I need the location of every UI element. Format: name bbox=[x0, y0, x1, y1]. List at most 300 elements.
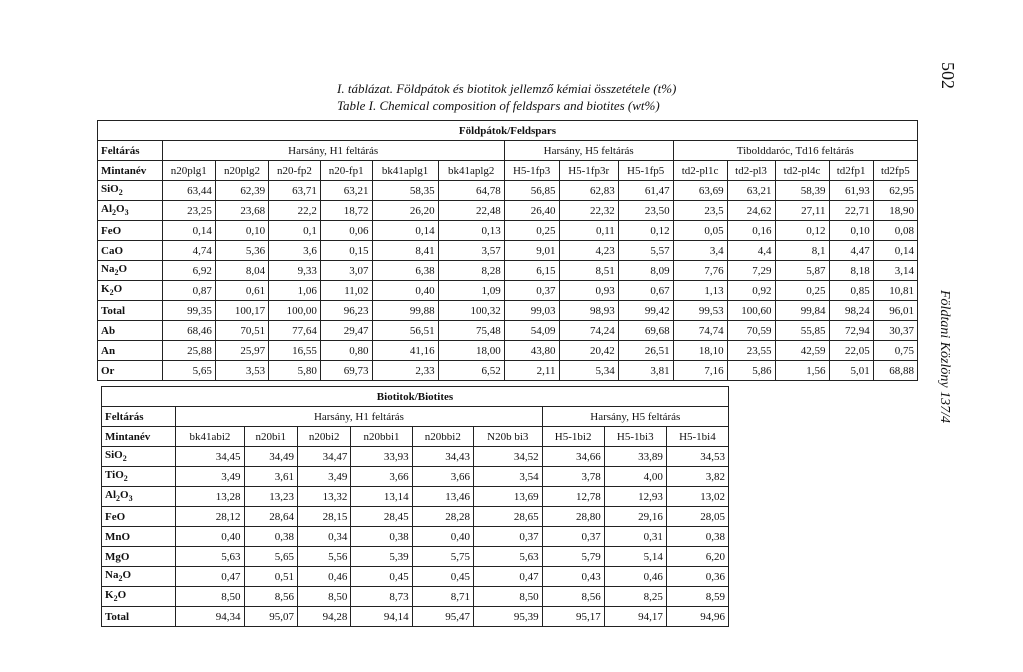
oxide-label: Total bbox=[98, 301, 163, 321]
value-cell: 68,88 bbox=[873, 361, 917, 381]
value-cell: 62,95 bbox=[873, 181, 917, 201]
value-cell: 22,2 bbox=[269, 201, 321, 221]
oxide-label: TiO$_2$ bbox=[102, 467, 176, 487]
value-cell: 8,59 bbox=[666, 587, 728, 607]
value-cell: 94,28 bbox=[297, 607, 350, 627]
value-cell: 0,93 bbox=[559, 281, 618, 301]
value-cell: 22,05 bbox=[829, 341, 873, 361]
feltaras-label: Feltárás bbox=[98, 141, 163, 161]
oxide-label: $K_2O$ bbox=[98, 281, 163, 301]
value-cell: 0,10 bbox=[215, 221, 268, 241]
value-cell: 3,07 bbox=[320, 261, 372, 281]
value-cell: 54,09 bbox=[504, 321, 559, 341]
value-cell: 0,05 bbox=[673, 221, 727, 241]
value-cell: 77,64 bbox=[269, 321, 321, 341]
value-cell: 72,94 bbox=[829, 321, 873, 341]
value-cell: 0,06 bbox=[320, 221, 372, 241]
value-cell: 0,13 bbox=[438, 221, 504, 241]
table-row bbox=[98, 301, 918, 321]
value-cell: 0,38 bbox=[666, 527, 728, 547]
value-cell: 0,37 bbox=[542, 527, 604, 547]
value-cell: 99,88 bbox=[372, 301, 438, 321]
value-cell: 63,44 bbox=[162, 181, 215, 201]
value-cell: 26,40 bbox=[504, 201, 559, 221]
value-cell: 23,5 bbox=[673, 201, 727, 221]
value-cell: 13,28 bbox=[176, 487, 244, 507]
value-cell: 18,90 bbox=[873, 201, 917, 221]
table-row bbox=[98, 341, 918, 361]
value-cell: 61,47 bbox=[618, 181, 673, 201]
oxide-label: FeO bbox=[98, 221, 163, 241]
value-cell: 5,36 bbox=[215, 241, 268, 261]
value-cell: 95,07 bbox=[244, 607, 297, 627]
table-row bbox=[102, 567, 729, 587]
value-cell: 0,46 bbox=[604, 567, 666, 587]
mintanev-label: Mintanév bbox=[102, 427, 176, 447]
value-cell: 58,35 bbox=[372, 181, 438, 201]
group-header: Harsány, H1 feltárás bbox=[176, 407, 542, 427]
sample-row bbox=[98, 161, 918, 181]
value-cell: 8,56 bbox=[244, 587, 297, 607]
table-row bbox=[102, 607, 729, 627]
value-cell: 3,66 bbox=[351, 467, 412, 487]
value-cell: 5,63 bbox=[176, 547, 244, 567]
value-cell: 95,39 bbox=[473, 607, 542, 627]
value-cell: 26,51 bbox=[618, 341, 673, 361]
value-cell: 0,1 bbox=[269, 221, 321, 241]
value-cell: 95,47 bbox=[412, 607, 473, 627]
value-cell: 9,33 bbox=[269, 261, 321, 281]
value-cell: 8,50 bbox=[297, 587, 350, 607]
value-cell: 3,49 bbox=[297, 467, 350, 487]
value-cell: 4,00 bbox=[604, 467, 666, 487]
table-row bbox=[98, 201, 918, 221]
value-cell: 96,23 bbox=[320, 301, 372, 321]
sample-name: n20-fp1 bbox=[320, 161, 372, 181]
value-cell: 2,33 bbox=[372, 361, 438, 381]
sample-name: H5-1bi2 bbox=[542, 427, 604, 447]
value-cell: 96,01 bbox=[873, 301, 917, 321]
value-cell: 8,04 bbox=[215, 261, 268, 281]
table-row bbox=[98, 221, 918, 241]
table-row bbox=[102, 507, 729, 527]
value-cell: 0,37 bbox=[473, 527, 542, 547]
value-cell: 4,23 bbox=[559, 241, 618, 261]
value-cell: 34,52 bbox=[473, 447, 542, 467]
value-cell: 69,73 bbox=[320, 361, 372, 381]
value-cell: 62,83 bbox=[559, 181, 618, 201]
oxide-label: FeO bbox=[102, 507, 176, 527]
value-cell: 0,80 bbox=[320, 341, 372, 361]
value-cell: 94,14 bbox=[351, 607, 412, 627]
oxide-label: MgO bbox=[102, 547, 176, 567]
sample-name: td2fp1 bbox=[829, 161, 873, 181]
value-cell: 13,32 bbox=[297, 487, 350, 507]
value-cell: 0,14 bbox=[873, 241, 917, 261]
value-cell: 25,88 bbox=[162, 341, 215, 361]
value-cell: 8,73 bbox=[351, 587, 412, 607]
table-row bbox=[102, 527, 729, 547]
value-cell: 5,01 bbox=[829, 361, 873, 381]
value-cell: 0,51 bbox=[244, 567, 297, 587]
value-cell: 1,09 bbox=[438, 281, 504, 301]
oxide-label: SiO$_2$ bbox=[98, 181, 163, 201]
value-cell: 43,80 bbox=[504, 341, 559, 361]
value-cell: 5,79 bbox=[542, 547, 604, 567]
oxide-label: MnO bbox=[102, 527, 176, 547]
value-cell: 94,17 bbox=[604, 607, 666, 627]
value-cell: 0,31 bbox=[604, 527, 666, 547]
value-cell: 28,80 bbox=[542, 507, 604, 527]
biotite-table bbox=[101, 386, 729, 627]
table-row bbox=[98, 321, 918, 341]
value-cell: 33,93 bbox=[351, 447, 412, 467]
sample-name: td2-pl3 bbox=[727, 161, 775, 181]
value-cell: 26,20 bbox=[372, 201, 438, 221]
value-cell: 18,72 bbox=[320, 201, 372, 221]
value-cell: 0,47 bbox=[473, 567, 542, 587]
value-cell: 94,96 bbox=[666, 607, 728, 627]
sample-name: n20bbi1 bbox=[351, 427, 412, 447]
value-cell: 20,42 bbox=[559, 341, 618, 361]
value-cell: 6,92 bbox=[162, 261, 215, 281]
value-cell: 8,50 bbox=[473, 587, 542, 607]
value-cell: 6,38 bbox=[372, 261, 438, 281]
value-cell: 1,56 bbox=[775, 361, 829, 381]
value-cell: 62,39 bbox=[215, 181, 268, 201]
feltaras-label: Feltárás bbox=[102, 407, 176, 427]
oxide-label: $Na_2O$ bbox=[98, 261, 163, 281]
value-cell: 18,00 bbox=[438, 341, 504, 361]
oxide-label: An bbox=[98, 341, 163, 361]
sample-name: td2-pl4c bbox=[775, 161, 829, 181]
value-cell: 0,85 bbox=[829, 281, 873, 301]
value-cell: 68,46 bbox=[162, 321, 215, 341]
value-cell: 7,16 bbox=[673, 361, 727, 381]
value-cell: 8,09 bbox=[618, 261, 673, 281]
value-cell: 41,16 bbox=[372, 341, 438, 361]
value-cell: 56,85 bbox=[504, 181, 559, 201]
value-cell: 4,74 bbox=[162, 241, 215, 261]
value-cell: 3,53 bbox=[215, 361, 268, 381]
value-cell: 29,47 bbox=[320, 321, 372, 341]
value-cell: 5,39 bbox=[351, 547, 412, 567]
value-cell: 99,53 bbox=[673, 301, 727, 321]
value-cell: 0,92 bbox=[727, 281, 775, 301]
value-cell: 0,87 bbox=[162, 281, 215, 301]
value-cell: 5,63 bbox=[473, 547, 542, 567]
value-cell: 63,21 bbox=[727, 181, 775, 201]
value-cell: 34,49 bbox=[244, 447, 297, 467]
value-cell: 56,51 bbox=[372, 321, 438, 341]
value-cell: 25,97 bbox=[215, 341, 268, 361]
value-cell: 7,29 bbox=[727, 261, 775, 281]
value-cell: 100,60 bbox=[727, 301, 775, 321]
value-cell: 0,36 bbox=[666, 567, 728, 587]
caption-hungarian: I. táblázat. Földpátok és biotitok jellemző kémiai összetétele (t%) bbox=[337, 81, 677, 96]
value-cell: 10,81 bbox=[873, 281, 917, 301]
value-cell: 0,14 bbox=[372, 221, 438, 241]
value-cell: 33,89 bbox=[604, 447, 666, 467]
value-cell: 3,54 bbox=[473, 467, 542, 487]
table-row bbox=[102, 487, 729, 507]
value-cell: 3,49 bbox=[176, 467, 244, 487]
value-cell: 8,1 bbox=[775, 241, 829, 261]
sample-name: n20bi2 bbox=[297, 427, 350, 447]
value-cell: 23,68 bbox=[215, 201, 268, 221]
value-cell: 98,24 bbox=[829, 301, 873, 321]
sample-name: bk41aplg1 bbox=[372, 161, 438, 181]
value-cell: 0,45 bbox=[351, 567, 412, 587]
value-cell: 74,74 bbox=[673, 321, 727, 341]
value-cell: 8,71 bbox=[412, 587, 473, 607]
value-cell: 99,35 bbox=[162, 301, 215, 321]
group-row bbox=[98, 141, 918, 161]
value-cell: 12,78 bbox=[542, 487, 604, 507]
table-title: Földpátok/Feldspars bbox=[98, 121, 918, 141]
table-title: Biotitok/Biotites bbox=[102, 387, 729, 407]
value-cell: 24,62 bbox=[727, 201, 775, 221]
value-cell: 3,6 bbox=[269, 241, 321, 261]
group-header: Harsány, H1 feltárás bbox=[162, 141, 504, 161]
sample-row bbox=[102, 427, 729, 447]
value-cell: 100,00 bbox=[269, 301, 321, 321]
value-cell: 0,40 bbox=[412, 527, 473, 547]
value-cell: 23,50 bbox=[618, 201, 673, 221]
value-cell: 28,12 bbox=[176, 507, 244, 527]
sample-name: n20plg2 bbox=[215, 161, 268, 181]
value-cell: 6,52 bbox=[438, 361, 504, 381]
sample-name: n20bbi2 bbox=[412, 427, 473, 447]
value-cell: 0,45 bbox=[412, 567, 473, 587]
value-cell: 16,55 bbox=[269, 341, 321, 361]
sample-name: H5-1fp5 bbox=[618, 161, 673, 181]
value-cell: 12,93 bbox=[604, 487, 666, 507]
value-cell: 34,47 bbox=[297, 447, 350, 467]
sample-name: H5-1bi3 bbox=[604, 427, 666, 447]
caption-english: Table I. Chemical composition of feldspars and biotites (wt%) bbox=[337, 98, 660, 113]
value-cell: 69,68 bbox=[618, 321, 673, 341]
table-row bbox=[102, 467, 729, 487]
group-header: Tibolddaróc, Td16 feltárás bbox=[673, 141, 917, 161]
oxide-label: Ab bbox=[98, 321, 163, 341]
sample-name: H5-1bi4 bbox=[666, 427, 728, 447]
sample-name: bk41abi2 bbox=[176, 427, 244, 447]
value-cell: 0,08 bbox=[873, 221, 917, 241]
value-cell: 34,45 bbox=[176, 447, 244, 467]
value-cell: 28,28 bbox=[412, 507, 473, 527]
value-cell: 98,93 bbox=[559, 301, 618, 321]
value-cell: 42,59 bbox=[775, 341, 829, 361]
value-cell: 30,37 bbox=[873, 321, 917, 341]
value-cell: 0,37 bbox=[504, 281, 559, 301]
sample-name: n20bi1 bbox=[244, 427, 297, 447]
value-cell: 5,14 bbox=[604, 547, 666, 567]
value-cell: 55,85 bbox=[775, 321, 829, 341]
value-cell: 27,11 bbox=[775, 201, 829, 221]
value-cell: 13,02 bbox=[666, 487, 728, 507]
value-cell: 0,38 bbox=[244, 527, 297, 547]
value-cell: 8,28 bbox=[438, 261, 504, 281]
oxide-label: CaO bbox=[98, 241, 163, 261]
table-row bbox=[98, 261, 918, 281]
value-cell: 13,46 bbox=[412, 487, 473, 507]
value-cell: 8,56 bbox=[542, 587, 604, 607]
page-number: 502 bbox=[938, 62, 958, 89]
value-cell: 3,82 bbox=[666, 467, 728, 487]
value-cell: 28,65 bbox=[473, 507, 542, 527]
value-cell: 100,32 bbox=[438, 301, 504, 321]
sample-name: N20b bi3 bbox=[473, 427, 542, 447]
value-cell: 5,34 bbox=[559, 361, 618, 381]
value-cell: 28,45 bbox=[351, 507, 412, 527]
value-cell: 70,59 bbox=[727, 321, 775, 341]
value-cell: 0,61 bbox=[215, 281, 268, 301]
value-cell: 8,25 bbox=[604, 587, 666, 607]
value-cell: 5,57 bbox=[618, 241, 673, 261]
value-cell: 3,14 bbox=[873, 261, 917, 281]
value-cell: 95,17 bbox=[542, 607, 604, 627]
table-row bbox=[98, 181, 918, 201]
value-cell: 9,01 bbox=[504, 241, 559, 261]
value-cell: 0,67 bbox=[618, 281, 673, 301]
value-cell: 28,15 bbox=[297, 507, 350, 527]
value-cell: 0,75 bbox=[873, 341, 917, 361]
value-cell: 99,84 bbox=[775, 301, 829, 321]
value-cell: 94,34 bbox=[176, 607, 244, 627]
value-cell: 23,55 bbox=[727, 341, 775, 361]
value-cell: 8,50 bbox=[176, 587, 244, 607]
table-row bbox=[98, 361, 918, 381]
oxide-label: Or bbox=[98, 361, 163, 381]
feldspar-table bbox=[97, 120, 918, 381]
table-row bbox=[102, 547, 729, 567]
value-cell: 0,16 bbox=[727, 221, 775, 241]
value-cell: 3,4 bbox=[673, 241, 727, 261]
value-cell: 63,69 bbox=[673, 181, 727, 201]
journal-name: Földtani Közlöny 137/4 bbox=[937, 290, 952, 423]
value-cell: 13,23 bbox=[244, 487, 297, 507]
value-cell: 1,06 bbox=[269, 281, 321, 301]
mintanev-label: Mintanév bbox=[98, 161, 163, 181]
value-cell: 23,25 bbox=[162, 201, 215, 221]
value-cell: 22,48 bbox=[438, 201, 504, 221]
value-cell: 0,34 bbox=[297, 527, 350, 547]
sample-name: H5-1fp3 bbox=[504, 161, 559, 181]
value-cell: 63,71 bbox=[269, 181, 321, 201]
value-cell: 63,21 bbox=[320, 181, 372, 201]
value-cell: 5,86 bbox=[727, 361, 775, 381]
oxide-label: $Al_2O_3$ bbox=[98, 201, 163, 221]
value-cell: 0,43 bbox=[542, 567, 604, 587]
value-cell: 4,47 bbox=[829, 241, 873, 261]
title-row bbox=[102, 387, 729, 407]
value-cell: 22,32 bbox=[559, 201, 618, 221]
value-cell: 0,40 bbox=[176, 527, 244, 547]
group-header: Harsány, H5 feltárás bbox=[504, 141, 673, 161]
value-cell: 64,78 bbox=[438, 181, 504, 201]
group-header: Harsány, H5 feltárás bbox=[542, 407, 728, 427]
value-cell: 8,51 bbox=[559, 261, 618, 281]
value-cell: 22,71 bbox=[829, 201, 873, 221]
sample-name: H5-1fp3r bbox=[559, 161, 618, 181]
value-cell: 99,03 bbox=[504, 301, 559, 321]
value-cell: 6,20 bbox=[666, 547, 728, 567]
value-cell: 61,93 bbox=[829, 181, 873, 201]
value-cell: 0,38 bbox=[351, 527, 412, 547]
table-row bbox=[98, 241, 918, 261]
value-cell: 5,87 bbox=[775, 261, 829, 281]
sample-name: bk41aplg2 bbox=[438, 161, 504, 181]
sample-name: n20-fp2 bbox=[269, 161, 321, 181]
value-cell: 0,25 bbox=[504, 221, 559, 241]
value-cell: 0,10 bbox=[829, 221, 873, 241]
oxide-label: SiO$_2$ bbox=[102, 447, 176, 467]
value-cell: 1,13 bbox=[673, 281, 727, 301]
value-cell: 5,75 bbox=[412, 547, 473, 567]
table-row bbox=[98, 281, 918, 301]
value-cell: 0,12 bbox=[618, 221, 673, 241]
title-row bbox=[98, 121, 918, 141]
value-cell: 0,12 bbox=[775, 221, 829, 241]
value-cell: 75,48 bbox=[438, 321, 504, 341]
value-cell: 0,11 bbox=[559, 221, 618, 241]
value-cell: 5,80 bbox=[269, 361, 321, 381]
value-cell: 100,17 bbox=[215, 301, 268, 321]
value-cell: 0,47 bbox=[176, 567, 244, 587]
value-cell: 8,41 bbox=[372, 241, 438, 261]
value-cell: 8,18 bbox=[829, 261, 873, 281]
value-cell: 11,02 bbox=[320, 281, 372, 301]
value-cell: 58,39 bbox=[775, 181, 829, 201]
table-row bbox=[102, 447, 729, 467]
value-cell: 5,56 bbox=[297, 547, 350, 567]
value-cell: 0,25 bbox=[775, 281, 829, 301]
value-cell: 70,51 bbox=[215, 321, 268, 341]
value-cell: 13,69 bbox=[473, 487, 542, 507]
sample-name: td2fp5 bbox=[873, 161, 917, 181]
value-cell: 0,40 bbox=[372, 281, 438, 301]
value-cell: 18,10 bbox=[673, 341, 727, 361]
value-cell: 3,81 bbox=[618, 361, 673, 381]
value-cell: 34,66 bbox=[542, 447, 604, 467]
value-cell: 13,14 bbox=[351, 487, 412, 507]
value-cell: 74,24 bbox=[559, 321, 618, 341]
value-cell: 7,76 bbox=[673, 261, 727, 281]
value-cell: 4,4 bbox=[727, 241, 775, 261]
value-cell: 3,78 bbox=[542, 467, 604, 487]
sample-name: td2-pl1c bbox=[673, 161, 727, 181]
value-cell: 5,65 bbox=[244, 547, 297, 567]
value-cell: 3,66 bbox=[412, 467, 473, 487]
value-cell: 0,14 bbox=[162, 221, 215, 241]
value-cell: 3,57 bbox=[438, 241, 504, 261]
value-cell: 5,65 bbox=[162, 361, 215, 381]
value-cell: 34,53 bbox=[666, 447, 728, 467]
table-row bbox=[102, 587, 729, 607]
value-cell: 0,46 bbox=[297, 567, 350, 587]
value-cell: 28,64 bbox=[244, 507, 297, 527]
value-cell: 28,05 bbox=[666, 507, 728, 527]
oxide-label: $Na_2O$ bbox=[102, 567, 176, 587]
value-cell: 34,43 bbox=[412, 447, 473, 467]
value-cell: 6,15 bbox=[504, 261, 559, 281]
oxide-label: Total bbox=[102, 607, 176, 627]
value-cell: 99,42 bbox=[618, 301, 673, 321]
value-cell: 29,16 bbox=[604, 507, 666, 527]
group-row bbox=[102, 407, 729, 427]
table-caption bbox=[337, 80, 676, 114]
